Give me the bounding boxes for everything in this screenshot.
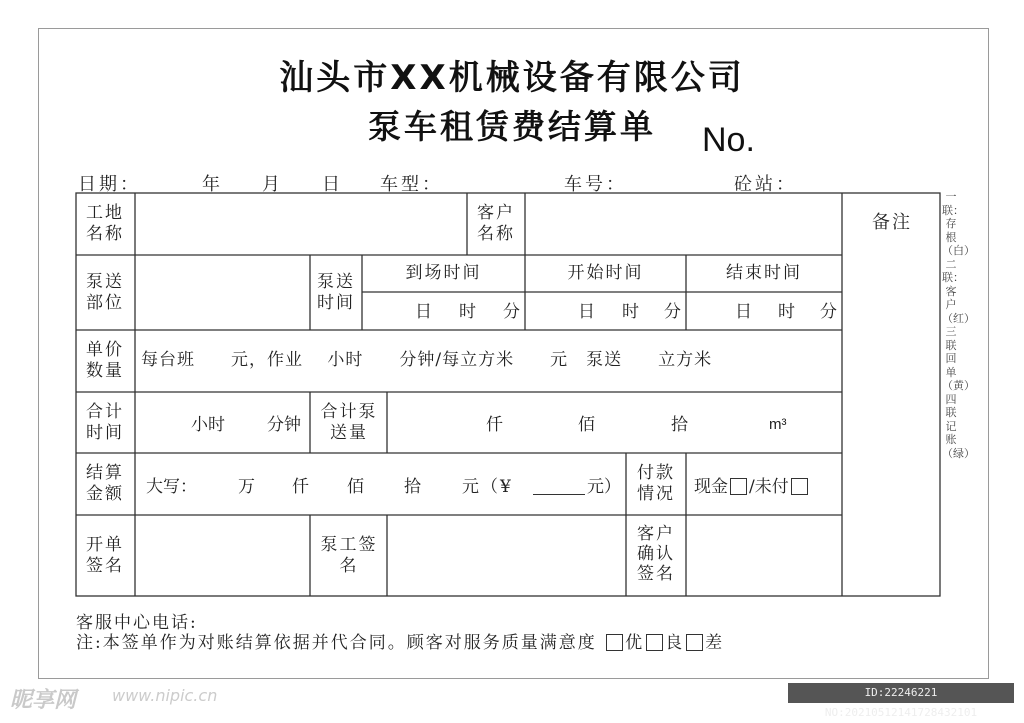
model-label: 车型： xyxy=(380,174,443,195)
copy-distribution-note: 一联：存根（白）二联：客户（红）三联回单（黄）四联记账（绿） xyxy=(942,190,975,460)
amount-blank-line[interactable] xyxy=(533,494,585,495)
rating-excellent-label: 优 xyxy=(625,633,645,653)
client-name-label: 客户名称 xyxy=(477,203,515,244)
volume-bai-unit: 佰 xyxy=(578,415,595,435)
end-time-label: 结束时间 xyxy=(726,263,802,283)
volume-shi-unit: 拾 xyxy=(671,415,688,435)
cubic-meter-unit: m³ xyxy=(769,416,787,433)
rating-good-label: 良 xyxy=(665,633,685,653)
footer-note-text: 注:本签单作为对账结算依据并代合同。顾客对服务质量满意度 xyxy=(76,633,597,653)
document-title: 泵车租赁费结算单 xyxy=(368,107,656,146)
amount-bai-unit: 佰 xyxy=(347,477,364,497)
amount-yuan-end: 元） xyxy=(587,477,621,497)
payment-options xyxy=(694,477,810,498)
rating-excellent-checkbox[interactable] xyxy=(606,634,623,651)
start-time-label: 开始时间 xyxy=(567,263,644,283)
total-time-label: 合计时间 xyxy=(86,402,124,443)
serial-number-label: No. xyxy=(702,121,755,159)
cash-label: 现金 xyxy=(694,477,728,497)
station-label: 砼站： xyxy=(734,174,797,195)
amount-wan-unit: 万 xyxy=(238,477,255,497)
amount-qian-unit: 仟 xyxy=(292,477,309,497)
end-hour-unit: 时 xyxy=(778,302,795,322)
remark-label: 备注 xyxy=(872,212,912,233)
unpaid-checkbox[interactable] xyxy=(791,478,808,495)
arrive-minute-unit: 分 xyxy=(503,302,520,322)
plate-label: 车号： xyxy=(564,174,627,195)
amount-yuan-unit: 元（¥ xyxy=(462,477,513,497)
daxie-label: 大写： xyxy=(146,477,197,497)
month-label: 月 xyxy=(262,174,283,195)
day-label: 日 xyxy=(322,174,343,195)
company-title: 汕头市XX机械设备有限公司 xyxy=(279,58,745,98)
end-minute-unit: 分 xyxy=(820,302,837,322)
start-minute-unit: 分 xyxy=(664,302,681,322)
image-id-bar: ID:22246221 NO:20210512141728432101 xyxy=(788,683,1014,703)
start-hour-unit: 时 xyxy=(622,302,639,322)
amount-label: 结算金额 xyxy=(86,463,124,504)
footer-note xyxy=(76,628,724,653)
rating-good-checkbox[interactable] xyxy=(646,634,663,651)
total-volume-label: 合计泵送量 xyxy=(320,402,378,443)
total-minute-unit: 分钟 xyxy=(267,415,301,435)
issuer-signature-label: 开单签名 xyxy=(86,535,124,576)
volume-qian-unit: 仟 xyxy=(486,415,503,435)
total-hour-unit: 小时 xyxy=(191,415,225,435)
cash-checkbox[interactable] xyxy=(730,478,747,495)
rating-poor-checkbox[interactable] xyxy=(686,634,703,651)
watermark-logo: 昵享网 xyxy=(10,688,77,713)
unit-price-text: 每台班 元，作业 小时 分钟/每立方米 元 泵送 立方米 xyxy=(141,350,713,370)
pump-worker-signature-label: 泵工签名 xyxy=(320,535,378,576)
unpaid-label: /未付 xyxy=(749,477,789,497)
payment-status-label: 付款情况 xyxy=(637,463,675,504)
end-day-unit: 日 xyxy=(735,302,752,322)
rating-poor-label: 差 xyxy=(705,633,725,653)
site-name-label: 工地名称 xyxy=(86,203,124,244)
arrive-time-label: 到场时间 xyxy=(405,263,482,283)
arrive-day-unit: 日 xyxy=(415,302,432,322)
date-label: 日期： xyxy=(78,174,141,195)
year-label: 年 xyxy=(202,174,223,195)
watermark-url: www.nipic.cn xyxy=(112,686,218,705)
pump-time-label: 泵送时间 xyxy=(317,272,355,313)
unit-price-label: 单价数量 xyxy=(86,340,124,381)
amount-shi-unit: 拾 xyxy=(404,477,421,497)
start-day-unit: 日 xyxy=(578,302,595,322)
service-hotline-label: 客服中心电话: xyxy=(76,613,198,633)
arrive-hour-unit: 时 xyxy=(459,302,476,322)
client-confirm-signature-label: 客户确认签名 xyxy=(637,524,675,584)
pump-part-label: 泵送部位 xyxy=(86,272,124,313)
